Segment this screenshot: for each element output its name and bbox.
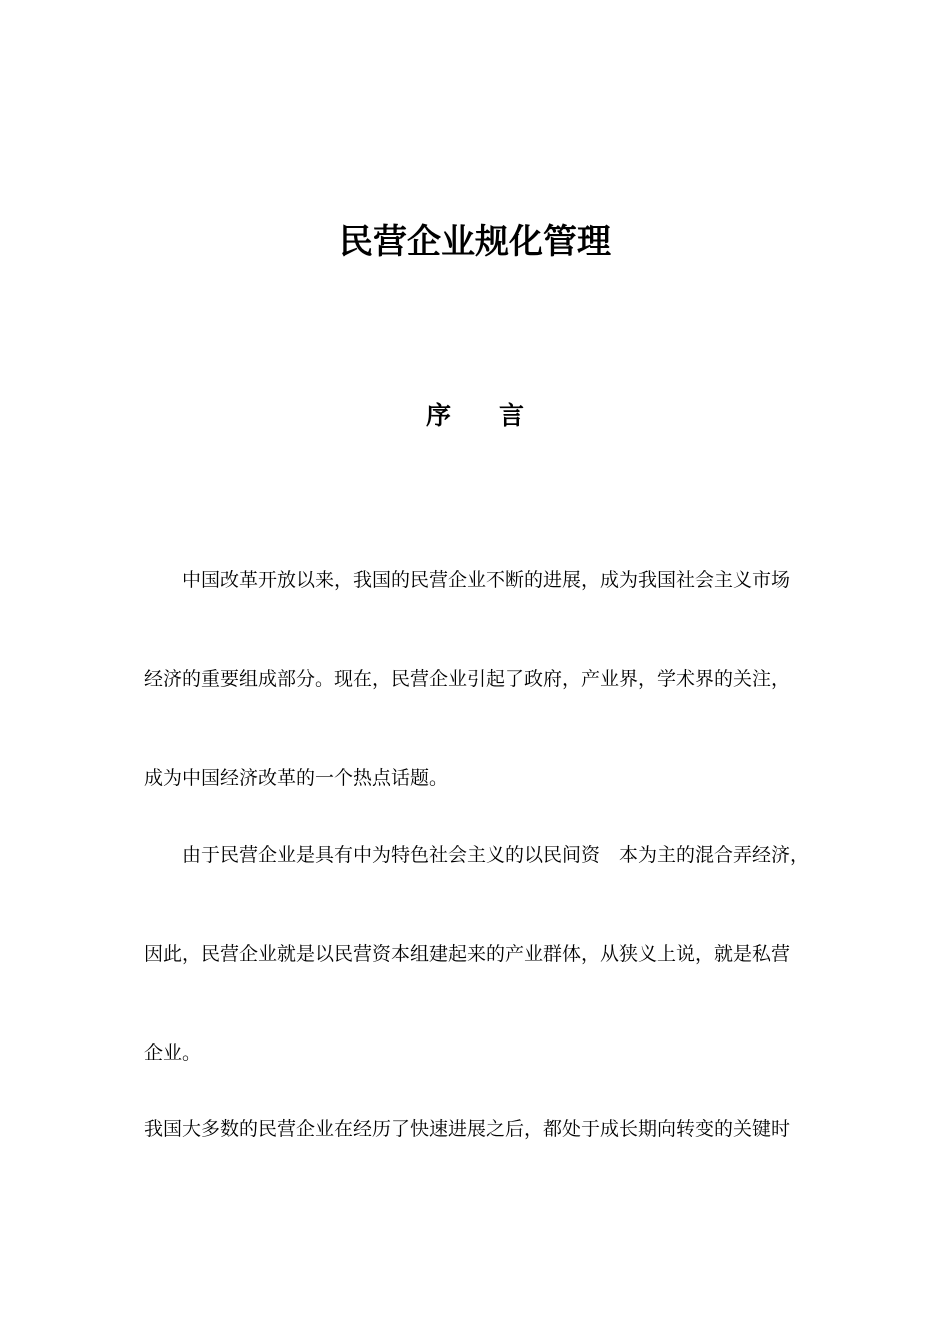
paragraph-line: 企业。 (144, 1042, 202, 1064)
paragraph-line: 因此，民营企业就是以民营资本组建起来的产业群体，从狭义上说，就是私营 (144, 943, 791, 965)
section-heading-preface: 序言 (425, 401, 572, 430)
paragraph-line: 成为中国经济改革的一个热点话题。 (144, 767, 449, 789)
paragraph-line: 经济的重要组成部分。现在，民营企业引起了政府，产业界，学术界的关注， (144, 668, 791, 690)
paragraph-line: 我国大多数的民营企业在经历了快速进展之后，都处于成长期向转变的关键时 (144, 1118, 791, 1140)
document-title: 民营企业规化管理 (339, 222, 611, 262)
paragraph-line: 由于民营企业是具有中为特色社会主义的以民间资 本为主的混合弄经济， (182, 844, 810, 866)
paragraph-line: 中国改革开放以来，我国的民营企业不断的进展，成为我国社会主义市场 (182, 569, 791, 591)
